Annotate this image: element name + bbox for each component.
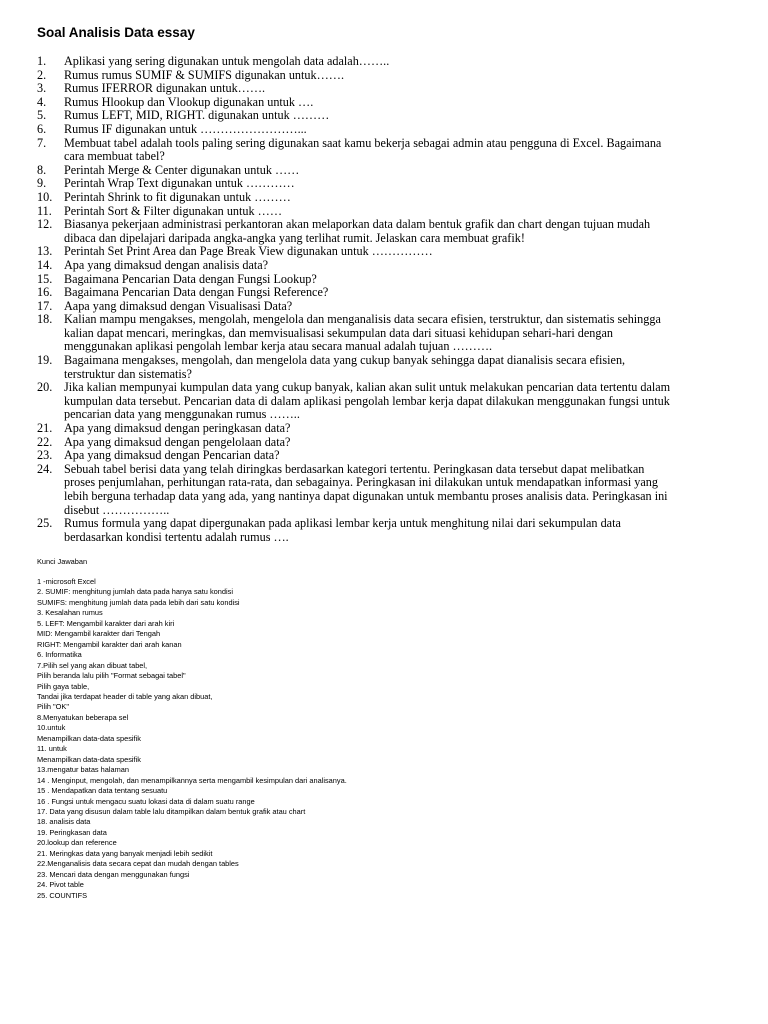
answer-key-line: 15 . Mendapatkan data tentang sesuatu	[37, 786, 168, 796]
answer-key-title: Kunci Jawaban	[37, 557, 88, 566]
answer-key-line: Pilih "OK"	[37, 702, 69, 712]
question-text-line: Bagaimana mengakses, mengolah, dan mengelola data yang cukup banyak sehingga dapat dianalisis secara efisien,	[64, 353, 626, 368]
question-text	[64, 381, 677, 422]
answer-key-line: 7.Pilih sel yang akan dibuat tabel,	[37, 660, 148, 670]
question-number: 11.	[37, 203, 52, 218]
question-text-line: Perintah Set Print Area dan Page Break View digunakan untuk ……………	[64, 244, 433, 259]
question-number: 19.	[37, 353, 53, 368]
answer-key-line: Menampilkan data-data spesifik	[37, 733, 141, 743]
question-number: 2.	[37, 67, 47, 82]
question-text	[64, 205, 677, 219]
question-text-line: Rumus rumus SUMIF & SUMIFS digunakan untuk…….	[64, 67, 345, 82]
question-text	[64, 517, 677, 544]
question-number: 6.	[37, 121, 47, 136]
question-item	[37, 55, 677, 69]
question-text	[64, 273, 677, 287]
question-text-line: Perintah Merge & Center digunakan untuk ……	[64, 162, 300, 177]
question-number: 3.	[37, 81, 47, 96]
question-text-line: Biasanya pekerjaan administrasi perkantoran akan melaporkan data dalam bentuk grafik dan chart dengan tujuan mudah	[64, 217, 651, 232]
question-text-line: Kalian mampu mengakses, mengolah, mengelola dan menganalisis data secara efisien, terstruktur, dan sistematis sehingga	[64, 312, 661, 327]
question-text-line: terstruktur dan sistematis?	[64, 366, 192, 381]
question-number: 16.	[37, 285, 53, 300]
question-text-line: Membuat tabel adalah tools paling sering digunakan saat kamu bekerja sebagai admin atau pengguna di Excel. Bagaimana	[64, 135, 662, 150]
answer-key-line: 19. Peringkasan data	[37, 827, 107, 837]
answer-key-list	[37, 577, 677, 901]
question-text-line: Apa yang dimaksud dengan Pencarian data?	[64, 448, 280, 463]
question-number: 13.	[37, 244, 53, 259]
question-text	[64, 109, 677, 123]
question-text-line: Aapa yang dimaksud dengan Visualisasi Data?	[64, 298, 293, 313]
question-text-line: kumpulan data tersebut. Pencarian data di dalam aplikasi pengolah lembar kerja dapat dilakukan menggunakan fungsi untuk	[64, 393, 670, 408]
question-text	[64, 436, 677, 450]
question-item	[37, 245, 677, 259]
answer-key-line: Pilih beranda lalu pilih "Format sebagai tabel"	[37, 671, 186, 681]
question-number: 23.	[37, 448, 53, 463]
question-item	[37, 313, 677, 354]
question-text-line: menggunakan aplikasi pengolah lembar kerja atau secara manual adalah tujuan ……….	[64, 339, 493, 354]
answer-key-line: 17. Data yang disusun dalam table lalu ditampilkan dalam bentuk grafik atau chart	[37, 806, 306, 816]
question-number: 15.	[37, 271, 53, 286]
answer-key-line: 21. Meringkas data yang banyak menjadi lebih sedikit	[37, 848, 213, 858]
question-number: 5.	[37, 108, 47, 123]
question-text	[64, 300, 677, 314]
question-text	[64, 463, 677, 517]
question-number: 10.	[37, 189, 53, 204]
answer-key-line: 8.Menyatukan beberapa sel	[37, 712, 129, 722]
answer-key-line: 22.Menganalisis data secara cepat dan mudah dengan tables	[37, 859, 239, 869]
page-title: Soal Analisis Data essay	[37, 25, 195, 40]
question-text	[64, 96, 677, 110]
question-item	[37, 191, 677, 205]
question-item	[37, 109, 677, 123]
question-text-line: Rumus Hlookup dan Vlookup digunakan untuk ….	[64, 94, 314, 109]
question-item	[37, 69, 677, 83]
answer-key-line: 1 -microsoft Excel	[37, 577, 96, 586]
answer-key-line: 20.lookup dan reference	[37, 838, 117, 848]
answer-key-line: RIGHT: Mengambil karakter dari arah kanan	[37, 639, 182, 649]
question-text-line: dibaca dan dipelajari daripada angka-angka yang terlihat rumit. Jelaskan cara membuat grafik!	[64, 230, 525, 245]
question-text-line: Aplikasi yang sering digunakan untuk mengolah data adalah……..	[64, 54, 390, 68]
question-text	[64, 82, 677, 96]
answer-key-line: Menampilkan data-data spesifik	[37, 754, 141, 764]
question-item	[37, 273, 677, 287]
question-item	[37, 82, 677, 96]
question-number: 9.	[37, 176, 47, 191]
answer-key-line: 13.mengatur batas halaman	[37, 765, 130, 775]
question-text-line: Rumus IF digunakan untuk ……………………...	[64, 121, 307, 136]
question-text-line: Rumus IFERROR digunakan untuk…….	[64, 81, 266, 96]
question-text	[64, 245, 677, 259]
answer-key-line: 14 . Menginput, mengolah, dan menampilkannya serta mengambil kesimpulan dari analisanya.	[37, 775, 347, 785]
question-text	[64, 422, 677, 436]
question-text	[64, 191, 677, 205]
question-item	[37, 463, 677, 517]
answer-key-line: 23. Mencari data dengan menggunakan fungsi	[37, 869, 190, 879]
question-text-line: cara membuat tabel?	[64, 149, 165, 164]
question-text-line: Apa yang dimaksud dengan peringkasan data?	[64, 421, 291, 436]
question-text	[64, 259, 677, 273]
question-text-line: berdasarkan kondisi tertentu adalah rumus ….	[64, 529, 289, 544]
question-item	[37, 286, 677, 300]
answer-key-line: 18. analisis data	[37, 817, 91, 827]
question-number: 22.	[37, 434, 53, 449]
answer-key-line: 11. untuk	[37, 744, 67, 754]
question-text-line: Jika kalian mempunyai kumpulan data yang cukup banyak, kalian akan sulit untuk melakukan pencarian data tertentu dalam	[64, 380, 671, 395]
question-text-line: Bagaimana Pencarian Data dengan Fungsi Reference?	[64, 285, 329, 300]
question-number: 12.	[37, 217, 53, 232]
question-text-line: pencarian data yang menggunakan rumus ……..	[64, 407, 300, 422]
question-text	[64, 286, 677, 300]
question-text-line: kalian dapat mencari, meringkas, dan memvisualisasi sekumpulan data dari situasi kehidupan sehari-hari dengan	[64, 325, 613, 340]
question-number: 17.	[37, 298, 53, 313]
question-number: 14.	[37, 257, 53, 272]
question-text	[64, 123, 677, 137]
question-number: 24.	[37, 461, 53, 476]
answer-key-line: 16 . Fungsi untuk mengacu suatu lokasi data di dalam suatu range	[37, 796, 255, 806]
question-item	[37, 137, 677, 164]
answer-key-line: 10.untuk	[37, 723, 66, 733]
question-list	[37, 55, 677, 544]
question-number: 4.	[37, 94, 47, 109]
answer-key-line: 5. LEFT: Mengambil karakter dari arah kiri	[37, 618, 175, 628]
question-text-line: Apa yang dimaksud dengan pengelolaan data?	[64, 434, 291, 449]
question-item	[37, 517, 677, 544]
answer-key-line: 24. Pivot table	[37, 880, 84, 890]
question-text-line: Perintah Wrap Text digunakan untuk …………	[64, 176, 295, 191]
question-item	[37, 123, 677, 137]
question-text	[64, 449, 677, 463]
question-text-line: Perintah Shrink to fit digunakan untuk ………	[64, 189, 291, 204]
question-number: 20.	[37, 380, 53, 395]
question-text-line: Perintah Sort & Filter digunakan untuk ……	[64, 203, 283, 218]
question-text	[64, 137, 677, 164]
question-item	[37, 449, 677, 463]
question-text	[64, 164, 677, 178]
answer-key-line: MID: Mengambil karakter dari Tengah	[37, 629, 161, 639]
question-text	[64, 354, 677, 381]
question-item	[37, 354, 677, 381]
question-item	[37, 436, 677, 450]
answer-key-line: 6. Informatika	[37, 650, 82, 660]
answer-key-line: 3. Kesalahan rumus	[37, 608, 103, 618]
question-text-line: Rumus formula yang dapat dipergunakan pada aplikasi lembar kerja untuk menghitung nilai dari sekumpulan data	[64, 516, 621, 531]
question-number: 25.	[37, 516, 53, 531]
question-text	[64, 313, 677, 354]
question-item	[37, 218, 677, 245]
question-text-line: proses penjumlahan, perhitungan rata-rata, dan sebagainya. Peringkasan ini dilakukan untuk mendapatkan informasi yang	[64, 475, 658, 490]
question-item	[37, 164, 677, 178]
answer-key-line: SUMIFS: menghitung jumlah data pada lebih dari satu kondisi	[37, 597, 240, 607]
question-text-line: Apa yang dimaksud dengan analisis data?	[64, 257, 269, 272]
question-text-line: Sebuah tabel berisi data yang telah diringkas berdasarkan kategori tertentu. Peringkasan data tersebut dapat melibatkan	[64, 461, 645, 476]
question-text	[64, 69, 677, 83]
question-item	[37, 300, 677, 314]
question-text-line: disebut ……………..	[64, 502, 170, 517]
answer-key-line: Tandai jika terdapat header di table yang akan dibuat,	[37, 691, 213, 701]
question-number: 21.	[37, 421, 53, 436]
question-item	[37, 177, 677, 191]
question-text-line: Rumus LEFT, MID, RIGHT. digunakan untuk ………	[64, 108, 330, 123]
answer-key-line: 25. COUNTIFS	[37, 890, 88, 900]
answer-key-line: 2. SUMIF: menghitung jumlah data pada hanya satu kondisi	[37, 587, 233, 597]
question-item	[37, 96, 677, 110]
question-text-line: lebih berguna terhadap data yang ada, yang nantinya dapat digunakan untuk membantu proses analisis data. Peringkasan ini	[64, 489, 668, 503]
question-number: 7.	[37, 135, 47, 150]
question-text	[64, 55, 677, 69]
question-number: 18.	[37, 312, 53, 327]
question-item	[37, 259, 677, 273]
question-number: 8.	[37, 162, 47, 177]
question-text-line: Bagaimana Pencarian Data dengan Fungsi Lookup?	[64, 271, 317, 286]
question-number: 1.	[37, 54, 47, 68]
question-item	[37, 422, 677, 436]
answer-key-line: Pilih gaya table,	[37, 681, 90, 691]
question-item	[37, 205, 677, 219]
question-text	[64, 177, 677, 191]
question-item	[37, 381, 677, 422]
question-text	[64, 218, 677, 245]
